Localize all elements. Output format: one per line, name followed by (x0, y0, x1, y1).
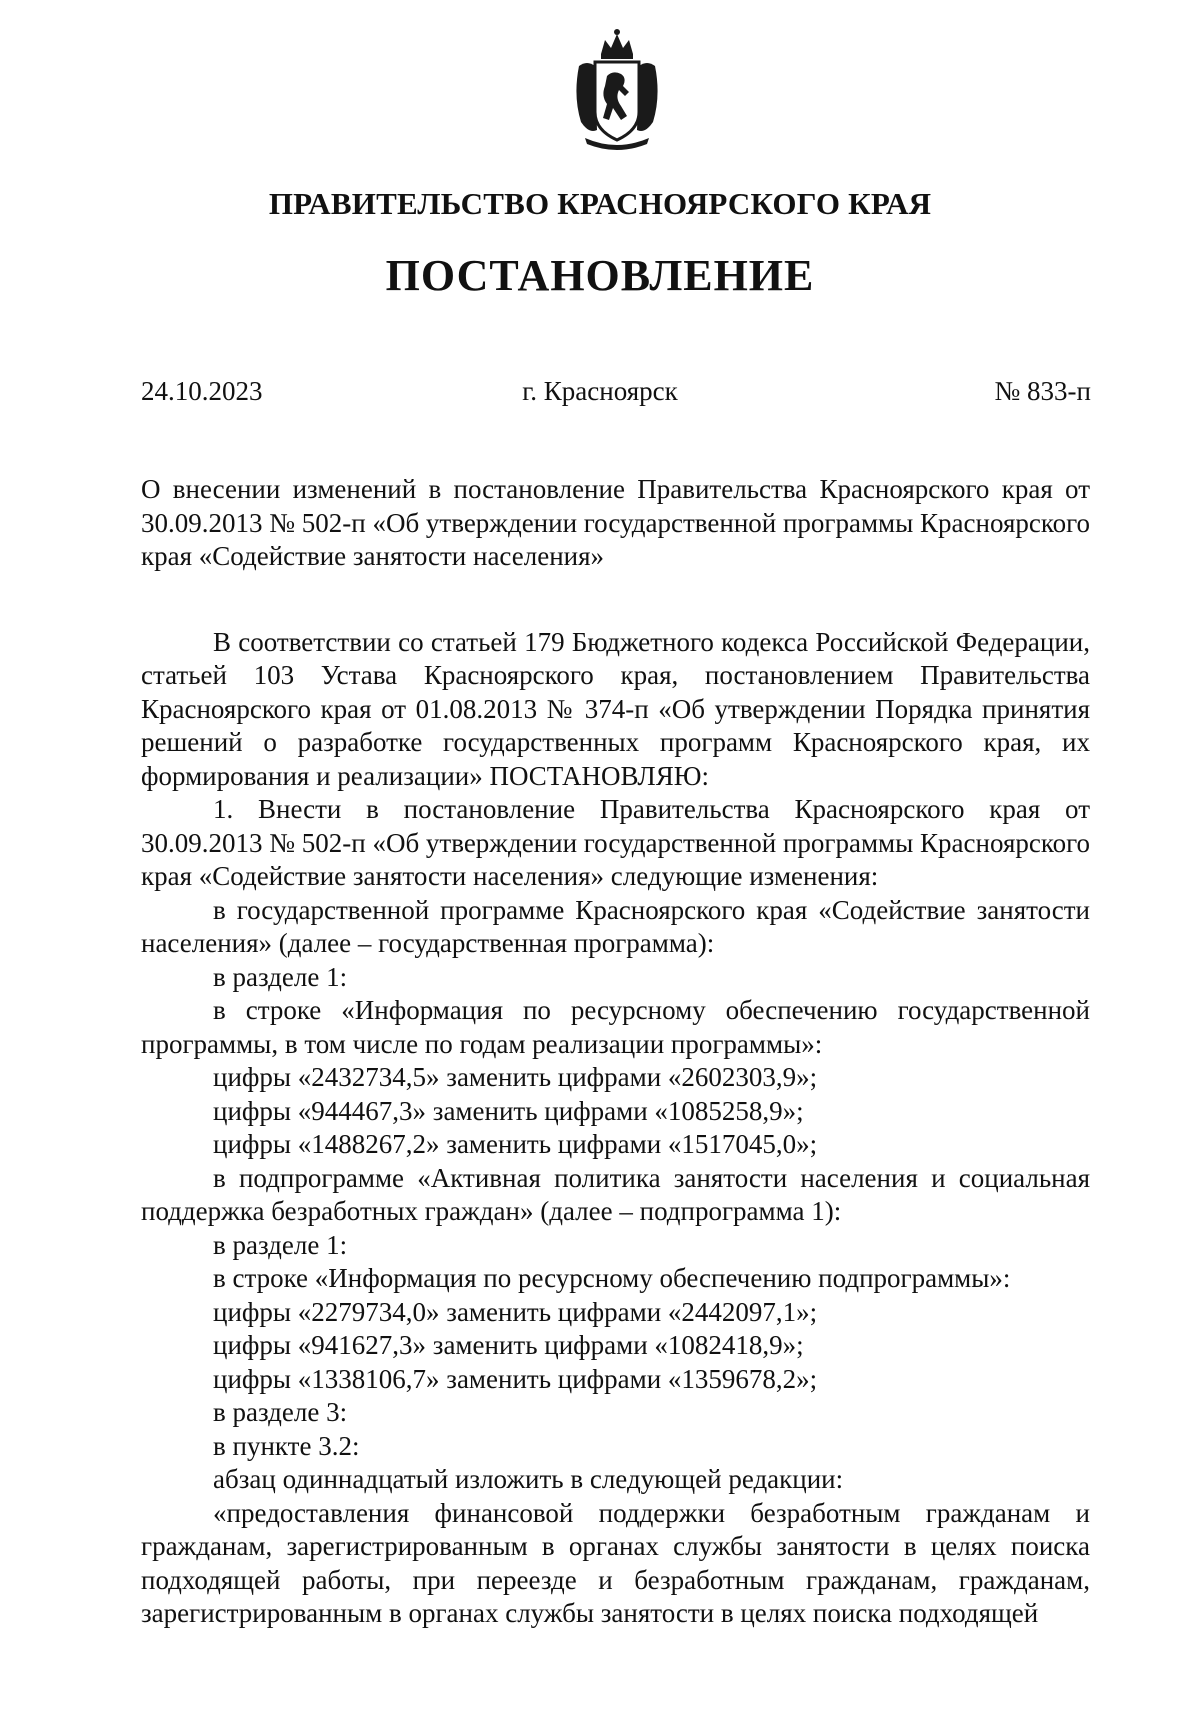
paragraph: в разделе 1: (213, 1229, 348, 1260)
paragraph: цифры «2279734,0» заменить цифрами «2442097,1»; (213, 1296, 818, 1327)
organization-name: ПРАВИТЕЛЬСТВО КРАСНОЯРСКОГО КРАЯ (268, 186, 932, 221)
document-body (141, 473, 1090, 1631)
paragraph: в строке «Информация по ресурсному обеспечению государственной программы, в том числе по годам реализации программы»: (141, 995, 1090, 1059)
document-subject: О внесении изменений в постановление Правительства Красноярского края от 30.09.2013 № 502-п «Об утверждении государственной программы Красноярского края «Содействие занятости населения» (141, 474, 1090, 571)
paragraph: абзац одиннадцатый изложить в следующей редакции: (213, 1464, 844, 1494)
paragraph: в разделе 3: (213, 1397, 348, 1427)
paragraph: цифры «944467,3» заменить цифрами «1085258,9»; (213, 1095, 804, 1126)
paragraph: цифры «941627,3» заменить цифрами «1082418,9»; (213, 1330, 804, 1360)
paragraph: цифры «1338106,7» заменить цифрами «1359678,2»; (213, 1363, 818, 1394)
paragraph: в разделе 1: (213, 961, 348, 992)
document-city: г. Красноярск (522, 376, 678, 406)
paragraph: в подпрограмме «Активная политика занятости населения и социальная поддержка безработных граждан» (далее – подпрограмма 1): (141, 1162, 1090, 1226)
paragraph: цифры «2432734,5» заменить цифрами «2602303,9»; (213, 1062, 818, 1092)
document-number: № 833-п (994, 376, 1091, 406)
paragraph: в строке «Информация по ресурсному обеспечению подпрограммы»: (213, 1263, 1011, 1293)
paragraph: В соответствии со статьей 179 Бюджетного кодекса Российской Федерации, статьей 103 Устава Красноярского края, постановлением Правительства Красноярского края от 01.08.2013 № 374-п «Об утверждении Порядка принятия решений о разработке государственных программ Красноярского края, их формирования и реализации» ПОСТАНОВЛЯЮ: (141, 626, 1090, 791)
paragraph: цифры «1488267,2» заменить цифрами «1517045,0»; (213, 1129, 818, 1159)
document-type-title: ПОСТАНОВЛЕНИЕ (385, 251, 815, 300)
coat-of-arms-icon (571, 26, 663, 150)
paragraph: в пункте 3.2: (213, 1430, 360, 1461)
paragraph: «предоставления финансовой поддержки безработным гражданам и гражданам, зарегистрированным в органах службы занятости в целях поиска подходящей работы, при переезде и безработным гражданам, гражданам, зарегистрированным в органах службы занятости в целях поиска подходящей (141, 1497, 1090, 1628)
document-date: 24.10.2023 (141, 376, 263, 406)
paragraph: в государственной программе Красноярского края «Содействие занятости населения» (далее – государственная программа): (141, 894, 1090, 958)
paragraph: 1. Внести в постановление Правительства Красноярского края от 30.09.2013 № 502-п «Об утверждении государственной программы Красноярского края «Содействие занятости населения» следующие изменения: (141, 794, 1090, 891)
